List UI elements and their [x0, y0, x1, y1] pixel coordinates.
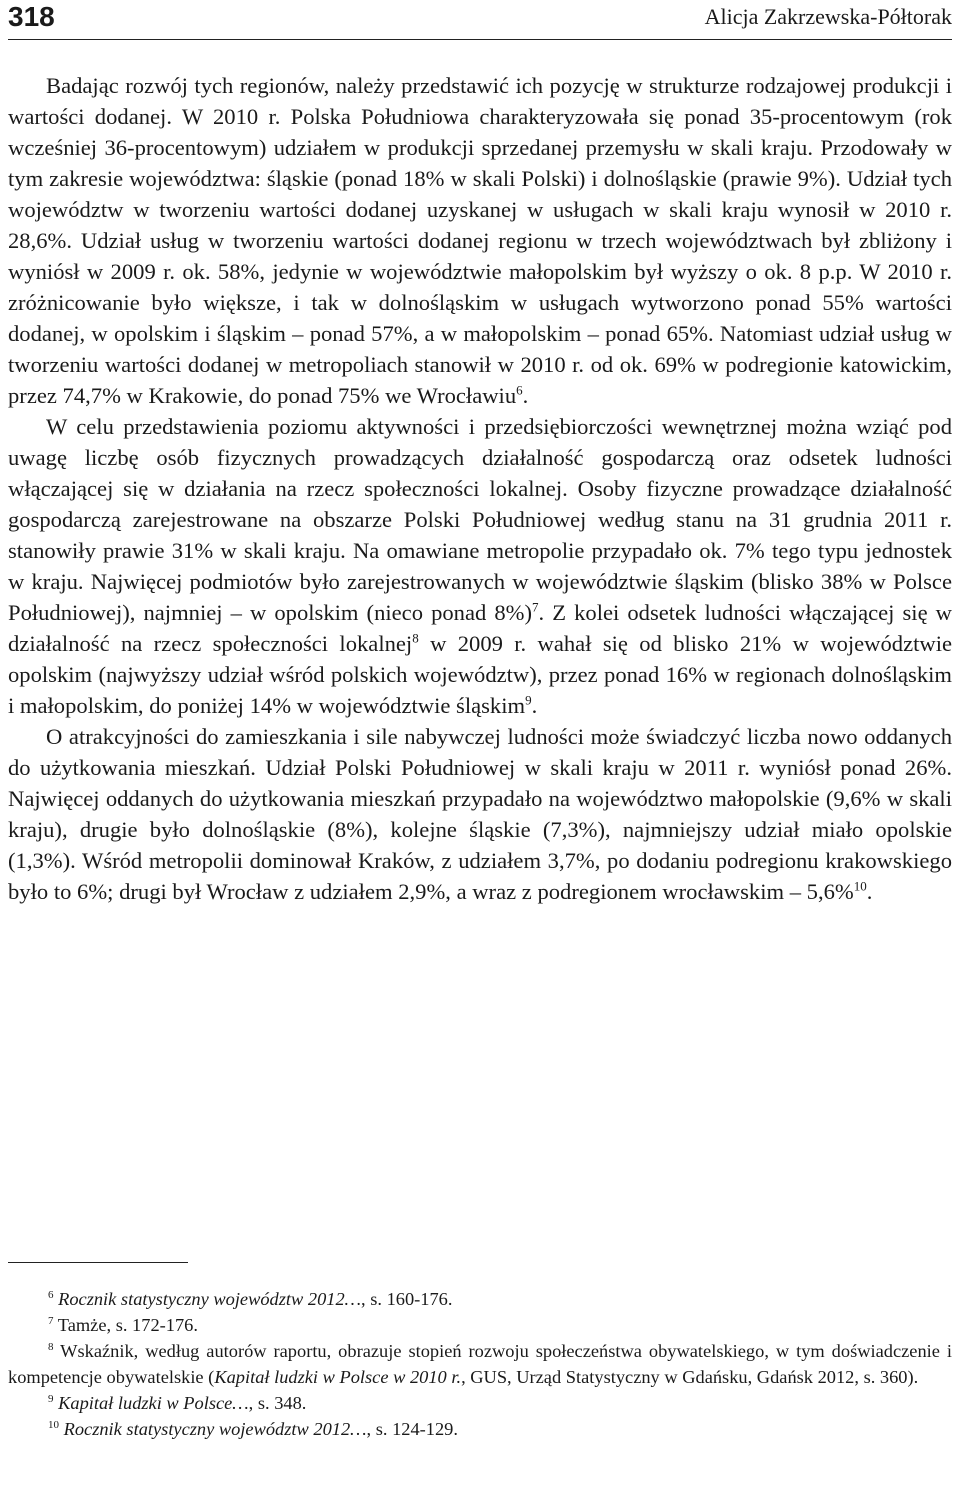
page-header	[8, 0, 952, 36]
running-head-author: Alicja Zakrzewska-Półtorak	[704, 4, 952, 29]
footnote-separator	[8, 1262, 188, 1263]
footnote-6: $^6$ Rocznik statystyczny województw 2012…, s. 160-176.	[48, 1288, 453, 1309]
footnote-8: $^8$ Wskaźnik, według autorów raportu, obrazuje stopień rozwoju społeczeństwa obywatelskiego, w tym doświadczenie i kompetencje obywatelskie (Kapitał ludzki w Polsce w 2010 r., GUS, Urząd Statystyczny w Gdańsku, Gdańsk 2012, s. 360).	[8, 1340, 952, 1387]
footnote-10: $^{10}$ Rocznik statystyczny województw 2012…, s. 124-129.	[48, 1418, 458, 1439]
footnotes	[8, 1286, 952, 1442]
footnote-ref-10[interactable]: 10	[853, 878, 867, 894]
paragraph-3: O atrakcyjności do zamieszkania i sile nabywczej ludności może świadczyć liczba nowo oddanych do użytkowania mieszkań. Udział Polski Południowej w skali kraju w 2011 r. wyniósł ponad 26%. Najwięcej oddanych do użytkowania mieszkań przypadało na województwo małopolskie (9,6% w skali kraju), drugie było dolnośląskie (8%), kolejne śląskie (7,3%), najmniejszy udział miało opolskie (1,3%). Wśród metropolii dominował Kraków, z udziałem 3,7%, po dodaniu podregionu krakowskiego było to 6%; drugi był Wrocław z udziałem 2,9%, a wraz z podregionem wrocławskim – 5,6%$^{10}$.	[8, 724, 952, 904]
footnote-7: $^7$ Tamże, s. 172-176.	[48, 1314, 198, 1335]
page-number: 318	[8, 1, 55, 32]
footnote-ref-8[interactable]: 8	[412, 630, 419, 646]
paragraph-2: W celu przedstawienia poziomu aktywności i przedsiębiorczości wewnętrznej można wziąć pod uwagę liczbę osób fizycznych prowadzących działalność gospodarczą oraz odsetek ludności włączającej się w działania na rzecz społeczności lokalnej. Osoby fizyczne prowadzące działalność gospodarczą zarejestrowane na obszarze Polski Południowej według stanu na 31 grudnia 2011 r. stanowiły prawie 31% w skali kraju. Na omawiane metropolie przypadało ok. 7% tego typu jednostek w kraju. Najwięcej podmiotów było zarejestrowanych w województwie śląskim (blisko 38% w Polsce Południowej), najmniej – w opolskim (nieco ponad 8%)$^7$. Z kolei odsetek ludności włączającej się w działalność na rzecz społeczności lokalnej$^8$ w 2009 r. wahał się od blisko 21% w województwie opolskim (najwyższy udział wśród polskich województw), przez ponad 16% w regionach dolnośląskim i małopolskim, do poniżej 14% w województwie śląskim$^9$.	[8, 414, 953, 718]
header-rule	[8, 39, 952, 40]
footnote-ref-6[interactable]: 6	[516, 382, 523, 398]
footnote-ref-9[interactable]: 9	[525, 692, 532, 708]
footnote-9: $^9$ Kapitał ludzki w Polsce…, s. 348.	[48, 1392, 307, 1413]
body-text	[8, 70, 952, 907]
paragraph-1: Badając rozwój tych regionów, należy przedstawić ich pozycję w strukturze rodzajowej produkcji i wartości dodanej. W 2010 r. Polska Południowa charakteryzowała się ponad 35-procentowym (rok wcześniej 36-procentowym) udziałem w produkcji sprzedanej przemysłu w skali kraju. Przodowały w tym zakresie województwa: śląskie (ponad 18% w skali Polski) i dolnośląskie (prawie 9%). Udział tych województw w tworzeniu wartości dodanej uzyskanej w usługach w skali kraju wynosił w 2010 r. 28,6%. Udział usług w tworzeniu wartości dodanej regionu w trzech województwach był zbliżony i wyniósł w 2009 r. ok. 58%, jedynie w województwie małopolskim był wyższy o ok. 8 p.p. W 2010 r. zróżnicowanie było większe, i tak w dolnośląskim w usługach wytworzono ponad 55% wartości dodanej, w opolskim i śląskim – ponad 57%, a w małopolskim – ponad 65%. Natomiast udział usług w tworzeniu wartości dodanej w metropoliach stanowił w 2010 r. od ok. 69% w podregionie katowickim, przez 74,7% w Krakowie, do ponad 75% we Wrocławiu$^6$.	[8, 73, 952, 408]
footnote-ref-7[interactable]: 7	[532, 599, 539, 615]
